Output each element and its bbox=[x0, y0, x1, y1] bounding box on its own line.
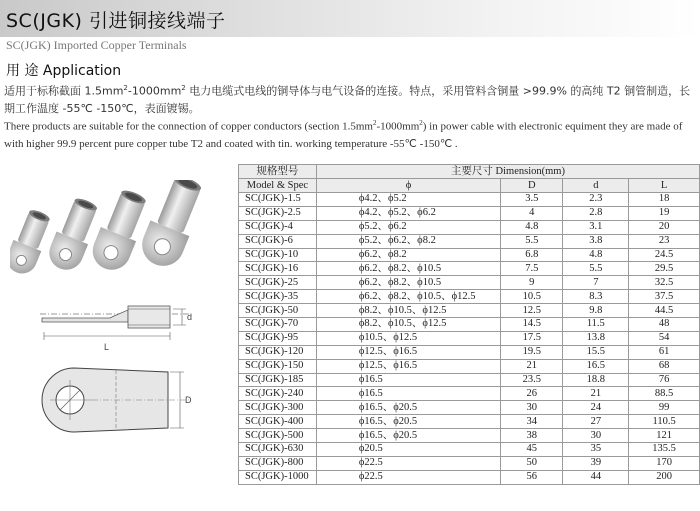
cell-phi: ϕ16.5 bbox=[316, 387, 500, 401]
cell-phi: ϕ6.2、ϕ8.2 bbox=[316, 248, 500, 262]
cell-L: 61 bbox=[629, 345, 700, 359]
cell-D: 50 bbox=[501, 456, 563, 470]
cell-model: SC(JGK)-4 bbox=[239, 220, 317, 234]
cell-L: 19 bbox=[629, 206, 700, 220]
cell-phi: ϕ8.2、ϕ10.5、ϕ12.5 bbox=[316, 304, 500, 318]
cell-D: 4.8 bbox=[501, 220, 563, 234]
cell-phi: ϕ12.5、ϕ16.5 bbox=[316, 359, 500, 373]
cell-d: 4.8 bbox=[563, 248, 629, 262]
cell-d: 5.5 bbox=[563, 262, 629, 276]
cell-d: 16.5 bbox=[563, 359, 629, 373]
cell-L: 121 bbox=[629, 429, 700, 443]
table-row bbox=[239, 220, 700, 234]
table-row bbox=[239, 470, 700, 484]
table-row bbox=[239, 193, 700, 207]
cell-d: 27 bbox=[563, 415, 629, 429]
label-D: D bbox=[185, 395, 192, 405]
cell-D: 17.5 bbox=[501, 331, 563, 345]
cell-L: 20 bbox=[629, 220, 700, 234]
cell-d: 2.8 bbox=[563, 206, 629, 220]
cell-D: 7.5 bbox=[501, 262, 563, 276]
cell-d: 39 bbox=[563, 456, 629, 470]
cell-model: SC(JGK)-120 bbox=[239, 345, 317, 359]
application-heading: 用 途 Application bbox=[6, 63, 122, 79]
cell-model: SC(JGK)-240 bbox=[239, 387, 317, 401]
terminal-medium bbox=[44, 194, 103, 274]
cell-phi: ϕ8.2、ϕ10.5、ϕ12.5 bbox=[316, 318, 500, 332]
header-model-cn: 规格型号 bbox=[239, 165, 317, 179]
cell-L: 54 bbox=[629, 331, 700, 345]
cell-phi: ϕ6.2、ϕ8.2、ϕ10.5 bbox=[316, 276, 500, 290]
terminals-photo bbox=[10, 180, 225, 280]
cell-model: SC(JGK)-50 bbox=[239, 304, 317, 318]
cell-D: 5.5 bbox=[501, 234, 563, 248]
cell-model: SC(JGK)-70 bbox=[239, 318, 317, 332]
cell-model: SC(JGK)-400 bbox=[239, 415, 317, 429]
cell-D: 56 bbox=[501, 470, 563, 484]
table-row bbox=[239, 331, 700, 345]
table-row bbox=[239, 234, 700, 248]
cell-d: 21 bbox=[563, 387, 629, 401]
cell-phi: ϕ12.5、ϕ16.5 bbox=[316, 345, 500, 359]
cell-model: SC(JGK)-630 bbox=[239, 443, 317, 457]
page-title: SC(JGK) 引进铜接线端子 bbox=[6, 10, 226, 32]
table-row bbox=[239, 429, 700, 443]
cell-model: SC(JGK)-500 bbox=[239, 429, 317, 443]
cell-D: 26 bbox=[501, 387, 563, 401]
cell-D: 19.5 bbox=[501, 345, 563, 359]
cell-D: 38 bbox=[501, 429, 563, 443]
header-d: d bbox=[563, 179, 629, 193]
application-text-en: There products are suitable for the connection of copper conductors (section $1.5mm^2-1000mm^2$) in power cable with electronic equiment they are made of with higher 99.9 percent pure copper tube T2 and coated with tin. working temperature -55℃ -150℃ . bbox=[4, 119, 683, 150]
table-row bbox=[239, 387, 700, 401]
cell-D: 23.5 bbox=[501, 373, 563, 387]
side-view-diagram bbox=[40, 292, 200, 354]
cell-d: 11.5 bbox=[563, 318, 629, 332]
cell-d: 24 bbox=[563, 401, 629, 415]
cell-model: SC(JGK)-150 bbox=[239, 359, 317, 373]
cell-phi: ϕ22.5 bbox=[316, 470, 500, 484]
cell-D: 3.5 bbox=[501, 193, 563, 207]
cell-phi: ϕ6.2、ϕ8.2、ϕ10.5、ϕ12.5 bbox=[316, 290, 500, 304]
cell-d: 3.1 bbox=[563, 220, 629, 234]
cell-model: SC(JGK)-800 bbox=[239, 456, 317, 470]
table-row bbox=[239, 415, 700, 429]
top-view-diagram bbox=[40, 358, 200, 453]
cell-L: 44.5 bbox=[629, 304, 700, 318]
cell-D: 9 bbox=[501, 276, 563, 290]
table-row bbox=[239, 290, 700, 304]
cell-model: SC(JGK)-35 bbox=[239, 290, 317, 304]
cell-d: 7 bbox=[563, 276, 629, 290]
cell-phi: ϕ16.5、ϕ20.5 bbox=[316, 401, 500, 415]
cell-D: 12.5 bbox=[501, 304, 563, 318]
cell-model: SC(JGK)-1000 bbox=[239, 470, 317, 484]
cell-phi: ϕ16.5、ϕ20.5 bbox=[316, 415, 500, 429]
table-row bbox=[239, 443, 700, 457]
cell-L: 68 bbox=[629, 359, 700, 373]
header-dimension: 主要尺寸 Dimension(mm) bbox=[316, 165, 699, 179]
cell-d: 44 bbox=[563, 470, 629, 484]
table-row bbox=[239, 318, 700, 332]
cell-phi: ϕ5.2、ϕ6.2、ϕ8.2 bbox=[316, 234, 500, 248]
cell-L: 88.5 bbox=[629, 387, 700, 401]
cell-L: 18 bbox=[629, 193, 700, 207]
table-row bbox=[239, 206, 700, 220]
table-row bbox=[239, 248, 700, 262]
cell-phi: ϕ6.2、ϕ8.2、ϕ10.5 bbox=[316, 262, 500, 276]
cell-D: 34 bbox=[501, 415, 563, 429]
table-row bbox=[239, 276, 700, 290]
application-text-cn: 适用于标称截面 $1.5mm^2-1000mm^2$ 电力电缆式电线的铜导体与电气设备的连接。特点，采用管料含铜量 >99.9% 的高纯 T2 铜管制造，长期工作温度 -55℃ -150℃，表面镀锡。 bbox=[4, 84, 691, 115]
cell-L: 37.5 bbox=[629, 290, 700, 304]
cell-d: 15.5 bbox=[563, 345, 629, 359]
cell-phi: ϕ10.5、ϕ12.5 bbox=[316, 331, 500, 345]
cell-d: 9.8 bbox=[563, 304, 629, 318]
cell-L: 29.5 bbox=[629, 262, 700, 276]
label-L: L bbox=[104, 342, 110, 352]
header-model-en: Model & Spec bbox=[239, 179, 317, 193]
cell-model: SC(JGK)-10 bbox=[239, 248, 317, 262]
cell-d: 2.3 bbox=[563, 193, 629, 207]
cell-model: SC(JGK)-185 bbox=[239, 373, 317, 387]
cell-L: 48 bbox=[629, 318, 700, 332]
terminal-xlarge bbox=[136, 180, 209, 272]
cell-D: 6.8 bbox=[501, 248, 563, 262]
cell-model: SC(JGK)-16 bbox=[239, 262, 317, 276]
cell-phi: ϕ4.2、ϕ5.2 bbox=[316, 193, 500, 207]
table-row bbox=[239, 401, 700, 415]
spec-table-body bbox=[239, 193, 700, 485]
cell-phi: ϕ5.2、ϕ6.2 bbox=[316, 220, 500, 234]
cell-model: SC(JGK)-1.5 bbox=[239, 193, 317, 207]
cell-model: SC(JGK)-25 bbox=[239, 276, 317, 290]
cell-L: 170 bbox=[629, 456, 700, 470]
cell-d: 8.3 bbox=[563, 290, 629, 304]
terminal-large bbox=[87, 186, 153, 276]
cell-L: 23 bbox=[629, 234, 700, 248]
header-D: D bbox=[501, 179, 563, 193]
cell-model: SC(JGK)-6 bbox=[239, 234, 317, 248]
cell-d: 13.8 bbox=[563, 331, 629, 345]
table-row bbox=[239, 345, 700, 359]
cell-model: SC(JGK)-300 bbox=[239, 401, 317, 415]
cell-L: 76 bbox=[629, 373, 700, 387]
cell-d: 30 bbox=[563, 429, 629, 443]
header-phi: ϕ bbox=[316, 179, 500, 193]
table-row bbox=[239, 456, 700, 470]
table-row bbox=[239, 304, 700, 318]
cell-D: 14.5 bbox=[501, 318, 563, 332]
terminal-small bbox=[10, 207, 55, 279]
page-subtitle: SC(JGK) Imported Copper Terminals bbox=[6, 38, 187, 52]
cell-d: 3.8 bbox=[563, 234, 629, 248]
cell-d: 35 bbox=[563, 443, 629, 457]
cell-L: 32.5 bbox=[629, 276, 700, 290]
cell-phi: ϕ16.5、ϕ20.5 bbox=[316, 429, 500, 443]
cell-D: 45 bbox=[501, 443, 563, 457]
cell-phi: ϕ22.5 bbox=[316, 456, 500, 470]
cell-model: SC(JGK)-95 bbox=[239, 331, 317, 345]
cell-D: 10.5 bbox=[501, 290, 563, 304]
cell-D: 4 bbox=[501, 206, 563, 220]
cell-d: 18.8 bbox=[563, 373, 629, 387]
cell-phi: ϕ20.5 bbox=[316, 443, 500, 457]
cell-phi: ϕ4.2、ϕ5.2、ϕ6.2 bbox=[316, 206, 500, 220]
cell-D: 21 bbox=[501, 359, 563, 373]
cell-phi: ϕ16.5 bbox=[316, 373, 500, 387]
cell-model: SC(JGK)-2.5 bbox=[239, 206, 317, 220]
cell-D: 30 bbox=[501, 401, 563, 415]
cell-L: 24.5 bbox=[629, 248, 700, 262]
label-d: d bbox=[187, 312, 193, 322]
cell-L: 110.5 bbox=[629, 415, 700, 429]
cell-L: 99 bbox=[629, 401, 700, 415]
header-L: L bbox=[629, 179, 700, 193]
table-row bbox=[239, 262, 700, 276]
table-row bbox=[239, 373, 700, 387]
spec-table bbox=[238, 164, 700, 485]
cell-L: 200 bbox=[629, 470, 700, 484]
cell-L: 135.5 bbox=[629, 443, 700, 457]
table-row bbox=[239, 359, 700, 373]
